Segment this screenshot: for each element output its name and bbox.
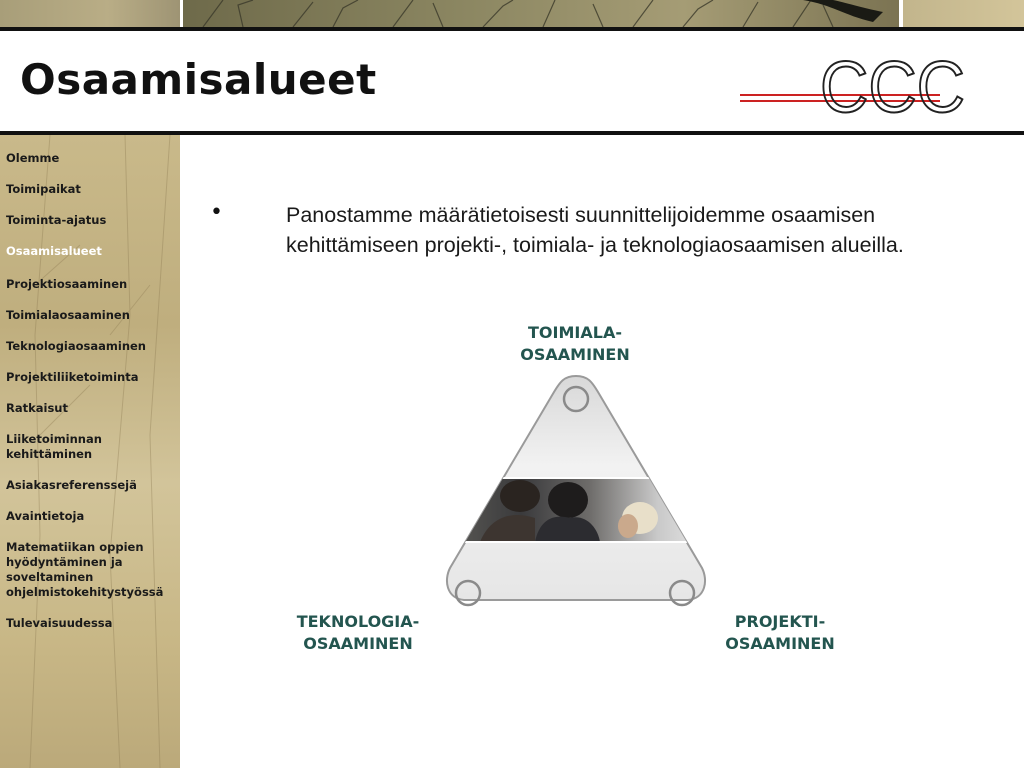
competence-triangle-diagram xyxy=(440,368,712,618)
bullet-marker: • xyxy=(210,200,223,225)
banner-photo-center xyxy=(183,0,899,27)
sidebar-item-liiketoiminnan-kehittaminen[interactable]: Liiketoiminnan kehittäminen xyxy=(6,432,102,461)
sidebar-item-toimipaikat[interactable]: Toimipaikat xyxy=(6,182,81,196)
sidebar-item-toiminta-ajatus[interactable]: Toiminta-ajatus xyxy=(6,213,107,227)
diagram-label-toimiala: TOIMIALA- OSAAMINEN xyxy=(520,323,630,364)
sidebar-item-projektiosaaminen[interactable]: Projektiosaaminen xyxy=(6,277,128,291)
page-title: Osaamisalueet xyxy=(20,55,377,104)
sidebar-item-projektiliiketoiminta[interactable]: Projektiliiketoiminta xyxy=(6,370,139,384)
banner-photo-left xyxy=(0,0,180,27)
diagram-label-teknologia: TEKNOLOGIA- OSAAMINEN xyxy=(296,612,420,653)
sidebar-item-osaamisalueet[interactable]: Osaamisalueet xyxy=(6,244,102,258)
header-photo-banner xyxy=(0,0,1024,27)
sidebar-item-tulevaisuudessa[interactable]: Tulevaisuudessa xyxy=(6,616,113,630)
sidebar-item-avaintietoja[interactable]: Avaintietoja xyxy=(6,509,85,523)
sidebar-item-ratkaisut[interactable]: Ratkaisut xyxy=(6,401,68,415)
sidebar-item-asiakasreferensseja[interactable]: Asiakasreferenssejä xyxy=(6,478,137,492)
diagram-label-projekti: PROJEKTI- OSAAMINEN xyxy=(725,612,835,653)
sidebar-item-toimialaosaaminen[interactable]: Toimialaosaaminen xyxy=(6,308,130,322)
banner-photo-right xyxy=(903,0,1024,27)
sidebar-item-matematiikan-oppien[interactable]: Matematiikan oppien hyödyntäminen ja soveltaminen ohjelmistokehitystyössä xyxy=(6,540,164,599)
logo-text: CCC xyxy=(820,50,965,120)
header-top-rule xyxy=(0,27,1024,31)
company-logo xyxy=(738,50,968,120)
sidebar-item-olemme[interactable]: Olemme xyxy=(6,151,60,165)
sidebar-nav xyxy=(0,135,180,768)
team-photo-band xyxy=(440,478,712,542)
bullet-text: Panostamme määrätietoisesti suunnittelijoidemme osaamisen kehittämiseen projekti-, toimiala- ja teknologiaosaamisen alueilla. xyxy=(286,203,904,257)
sidebar-item-teknologiaosaaminen[interactable]: Teknologiaosaaminen xyxy=(6,339,146,353)
